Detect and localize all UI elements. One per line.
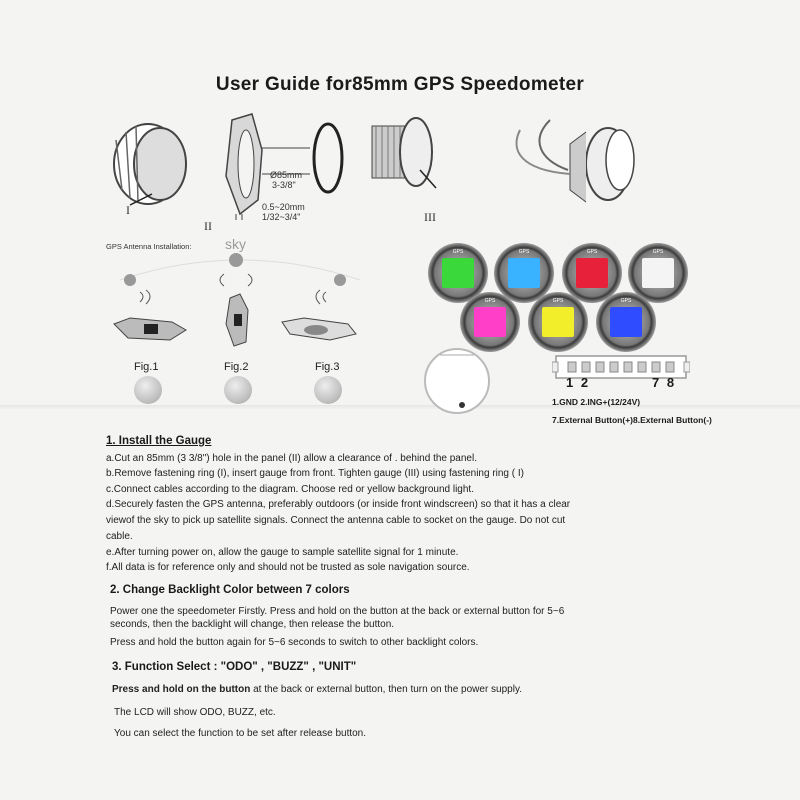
sad-face-icon (314, 376, 342, 404)
fastening-ring-drawing (114, 124, 186, 204)
section1-line-c: c.Connect cables according to the diagram. Choose red or yellow background light. (106, 484, 474, 495)
roman-label-ii: II (204, 219, 212, 233)
pin-note-1: 1.GND 2.ING+(12/24V) (552, 397, 641, 407)
section1-line-a: a.Cut an 85mm (3 3/8") hole in the panel (II) allow a clearance of . behind the panel. (106, 453, 477, 464)
satellite-icon (124, 274, 136, 286)
thickness-inch-label: 1/32~3/4" (262, 212, 301, 222)
section1-heading: 1. Install the Gauge (106, 435, 212, 447)
page-title: User Guide for85mm GPS Speedometer (215, 74, 585, 95)
smiley-face-icon (134, 376, 162, 404)
diameter-inch-label: 3-3/8" (272, 180, 296, 190)
section2-line-2: seconds, then the backlight will change, then release the button. (110, 619, 395, 630)
gps-receiver-drawing (412, 345, 502, 415)
section3-line-1: Press and hold on the button at the back or external button, then turn on the power supply. (112, 684, 522, 695)
gauge-with-cable-drawing (517, 120, 634, 202)
section2-line-1: Power one the speedometer Firstly. Press and hold on the button at the back or external button for 5~6 (110, 606, 565, 617)
gauge-yellow: GPS (528, 292, 588, 352)
pin-note-2: 7.External Button(+)8.External Button(-) (552, 415, 712, 425)
installation-diagram (100, 110, 700, 220)
roman-label-i: I (126, 203, 130, 217)
section2-line-3: Press and hold the button again for 5~6 seconds to switch to other backlight colors. (110, 637, 479, 648)
connector-right-pins: 7 8 (652, 375, 677, 390)
section1-line-b: b.Remove fastening ring (I), insert gauge from front. Tighten gauge (III) using fastening ring ( I) (106, 468, 524, 479)
section1-line-d2: viewof the sky to pick up satellite signals. Connect the antenna cable to socket on the gauge. Do not cut (106, 515, 566, 526)
connector-left-pins: 1 2 (566, 375, 591, 390)
fig3-label: Fig.3 (315, 361, 340, 373)
gauge-pink: GPS (460, 292, 520, 352)
fig1-label: Fig.1 (134, 361, 159, 373)
section1-line-f: f.All data is for reference only and should not be trusted as sole navigation source. (106, 562, 470, 573)
gauge-red: GPS (562, 243, 622, 303)
paper-fold (0, 405, 800, 411)
section3-line-2: The LCD will show ODO, BUZZ, etc. (114, 707, 276, 718)
section1-line-d: d.Securely fasten the GPS antenna, preferably outdoors (or inside front windscreen) so that it has a clear (106, 499, 571, 510)
satellite-icon (229, 253, 243, 267)
roman-label-iii: III (424, 210, 436, 224)
section3-heading: 3. Function Select : "ODO" , "BUZZ" , "UNIT" (112, 661, 357, 673)
gauge-white: GPS (628, 243, 688, 303)
antenna-diagram (100, 250, 380, 360)
gauge-dark-blue: GPS (596, 292, 656, 352)
antenna-heading: GPS Antenna Installation: (106, 242, 192, 251)
fig2-label: Fig.2 (224, 361, 249, 373)
gauge-green: GPS (428, 243, 488, 303)
gauge-body-drawing (372, 118, 432, 186)
sky-label: sky (225, 236, 246, 252)
section1-line-e: e.After turning power on, allow the gauge to sample satellite signal for 1 minute. (106, 547, 459, 558)
smiley-face-icon (224, 376, 252, 404)
satellite-icon (334, 274, 346, 286)
thickness-label: 0.5~20mm (262, 202, 305, 212)
panel-drawing (226, 114, 262, 214)
section3-line-3: You can select the function to be set after release button. (114, 728, 367, 739)
section1-line-d3: cable. (106, 531, 133, 542)
section2-heading: 2. Change Backlight Color between 7 colors (110, 584, 350, 596)
o-ring-drawing (314, 124, 342, 192)
diameter-label: Ø85mm (270, 170, 303, 180)
gauge-blue: GPS (494, 243, 554, 303)
